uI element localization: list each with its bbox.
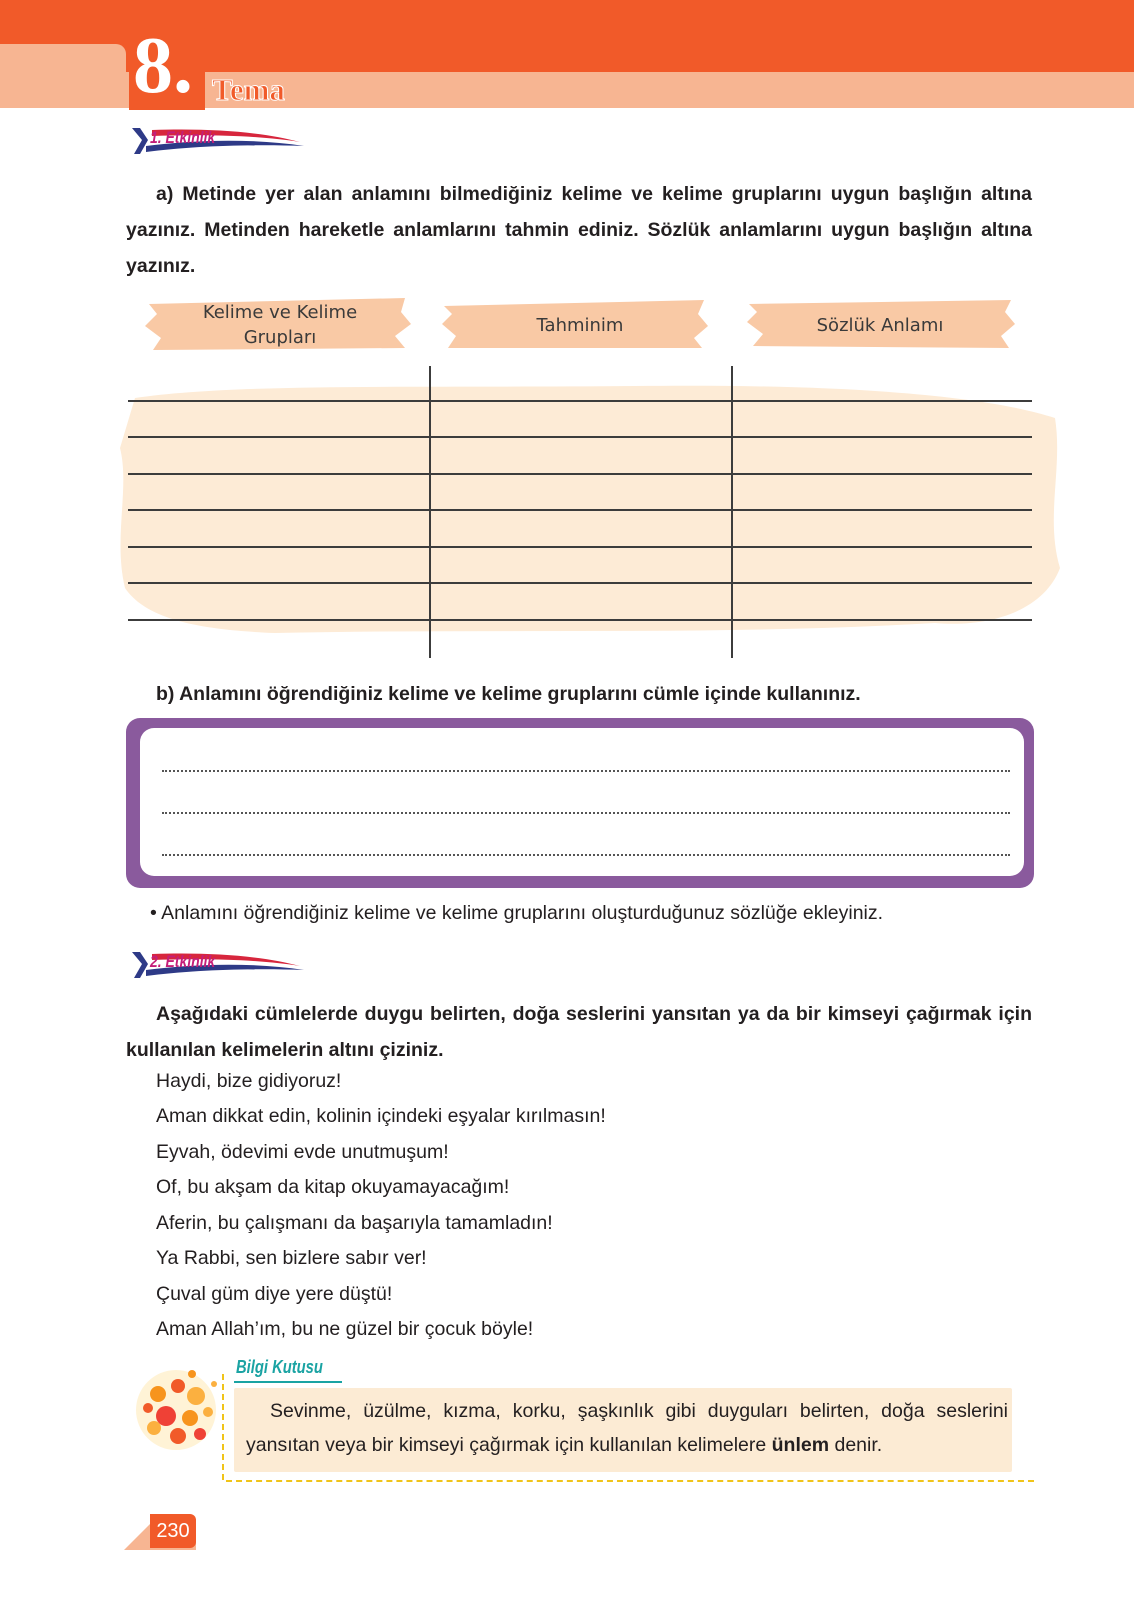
writing-line[interactable] [162, 854, 1010, 856]
theme-number: 8. [129, 22, 205, 110]
bubbles-icon [134, 1364, 226, 1456]
info-box-title: Bilgi Kutusu [236, 1357, 323, 1377]
activity-1-label: 1. Etkinlik [132, 124, 302, 158]
sentence-item: Aman Allah’ım, bu ne güzel bir çocuk böyle! [156, 1318, 534, 1340]
page-number: 230 [150, 1514, 196, 1548]
table-row-line[interactable] [128, 546, 1032, 548]
instruction-b: b) Anlamını öğrendiğiniz kelime ve kelime gruplarını cümle içinde kullanınız. [156, 683, 861, 705]
sentence-item: Çuval güm diye yere düştü! [156, 1283, 393, 1305]
activity-2-label: 2. Etkinlik [132, 948, 302, 982]
info-border [222, 1374, 224, 1480]
instruction-a: a) Metinde yer alan anlamını bilmediğiniz kelime ve kelime gruplarını uygun başlığın altına yazınız. Metinden hareketle anlamlarını tahmin ediniz. Sözlük anlamlarını uygun başlığın altına yazınız. [126, 183, 1032, 277]
sentence-item: Of, bu akşam da kitap okuyamayacağım! [156, 1176, 510, 1198]
table-row-line[interactable] [128, 509, 1032, 511]
sentence-item: Aferin, bu çalışmanı da başarıyla tamamladın! [156, 1212, 553, 1234]
theme-title: Tema [212, 72, 285, 107]
instruction-2: Aşağıdaki cümlelerde duygu belirten, doğa seslerini yansıtan ya da bir kimseyi çağırmak için kullanılan kelimelerin altını çiziniz. [126, 1003, 1032, 1061]
table-divider [731, 366, 733, 658]
table-row-line[interactable] [128, 436, 1032, 438]
writing-line[interactable] [162, 770, 1010, 772]
info-box-text: Sevinme, üzülme, kızma, korku, şaşkınlık gibi duyguları belirten, doğa seslerini yansıtan veya bir kimseyi çağırmak için kullanılan kelimelere ünlem denir. [246, 1400, 1008, 1456]
column-header-words: Kelime ve Kelime Grupları [202, 302, 358, 348]
info-title-underline [234, 1381, 342, 1383]
sentence-item: Haydi, bize gidiyoruz! [156, 1070, 342, 1092]
table-row-line[interactable] [128, 400, 1032, 402]
sentence-item: Ya Rabbi, sen bizlere sabır ver! [156, 1247, 427, 1269]
column-header-dictionary: Sözlük Anlamı [816, 315, 944, 336]
table-row-line[interactable] [128, 619, 1032, 621]
table-row-line[interactable] [128, 473, 1032, 475]
dictionary-note: • Anlamını öğrendiğiniz kelime ve kelime gruplarını oluşturduğunuz sözlüğe ekleyiniz. [150, 902, 884, 924]
writing-line[interactable] [162, 812, 1010, 814]
info-border [226, 1480, 1034, 1482]
sentence-item: Aman dikkat edin, kolinin içindeki eşyalar kırılmasın! [156, 1105, 606, 1127]
header-tab [0, 44, 126, 108]
table-divider [429, 366, 431, 658]
table-row-line[interactable] [128, 582, 1032, 584]
column-header-guess: Tahminim [536, 315, 624, 336]
sentence-item: Eyvah, ödevimi evde unutmuşum! [156, 1141, 449, 1163]
